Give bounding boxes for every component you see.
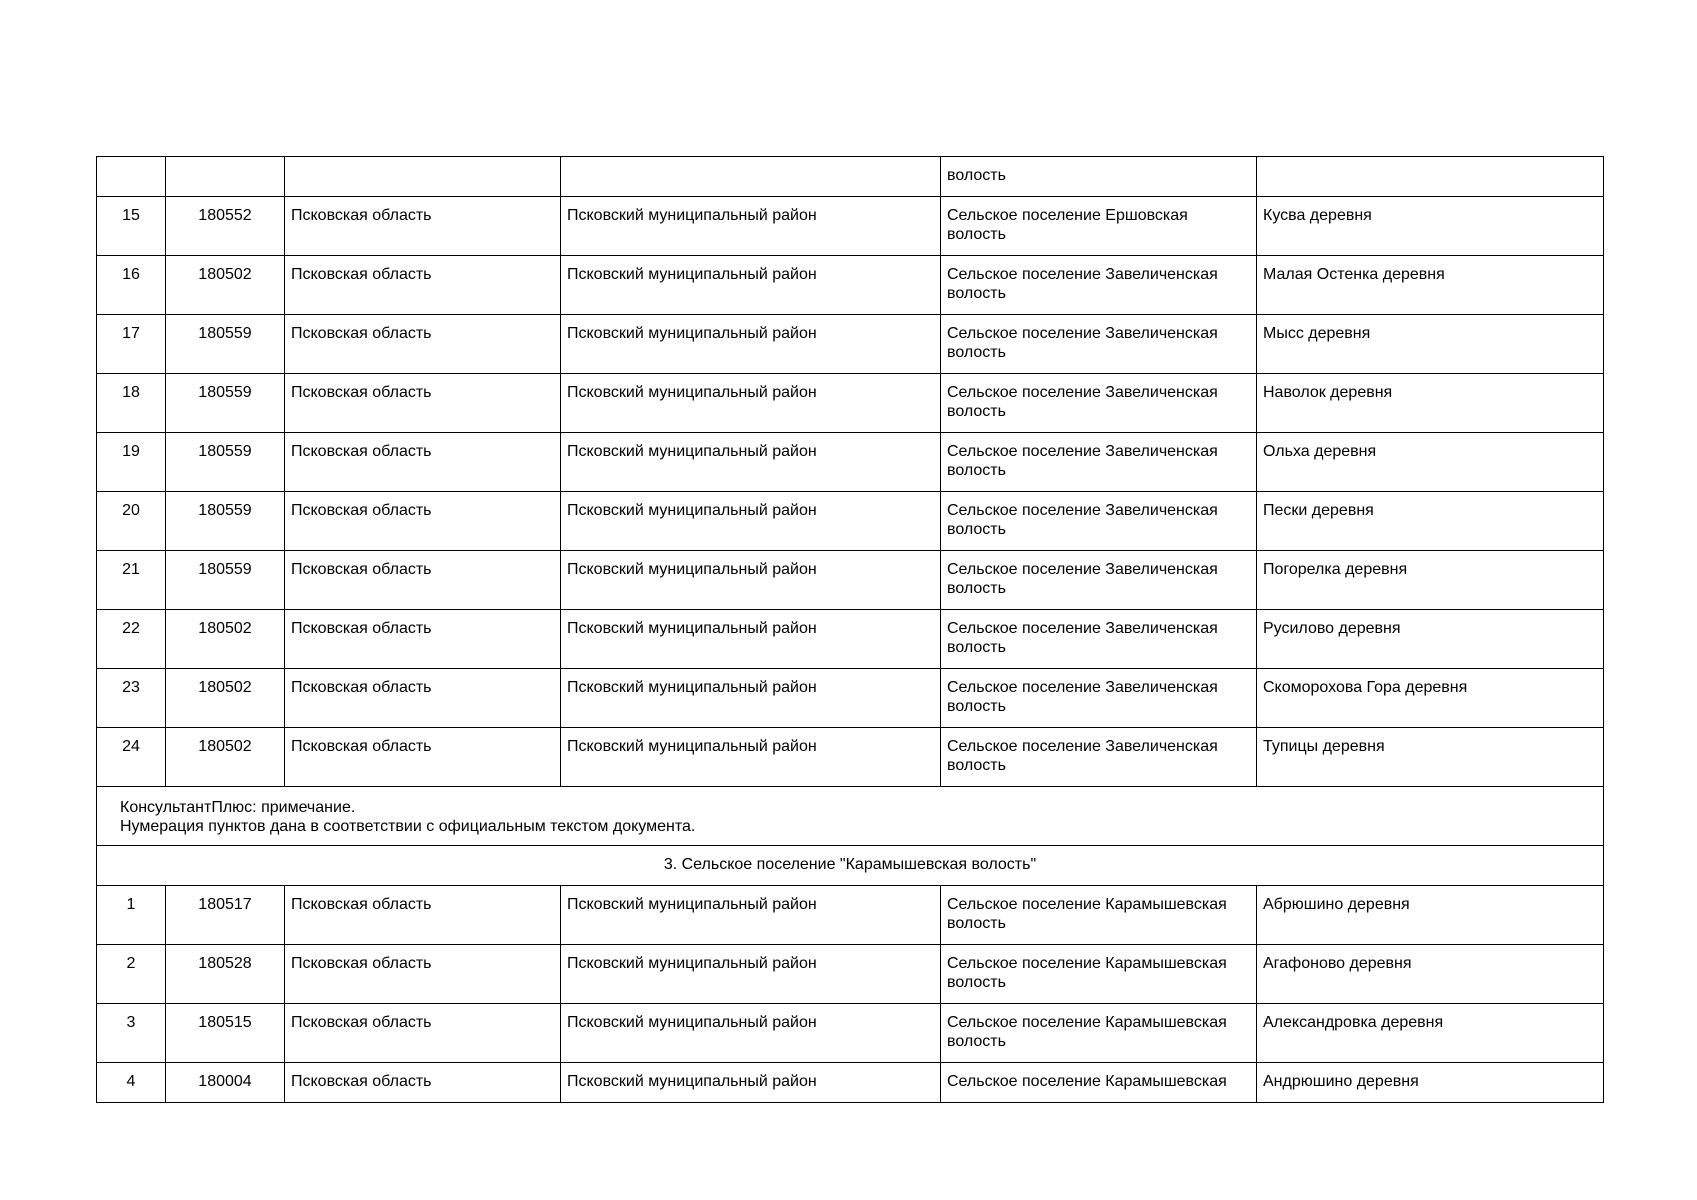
cell-region: Псковская область <box>285 728 561 787</box>
cell-code: 180515 <box>166 1004 285 1063</box>
cell-district: Псковский муниципальный район <box>561 945 941 1004</box>
cell-locality: Агафоново деревня <box>1257 945 1604 1004</box>
table-row <box>97 669 1604 728</box>
cell-district: Псковский муниципальный район <box>561 374 941 433</box>
cell-settlement: Сельское поселение Завеличенская волость <box>941 610 1257 669</box>
cell-locality: Мысс деревня <box>1257 315 1604 374</box>
cell-region: Псковская область <box>285 1063 561 1103</box>
cell-settlement: Сельское поселение Завеличенская волость <box>941 728 1257 787</box>
cell-locality: Андрюшино деревня <box>1257 1063 1604 1103</box>
cell-code <box>166 157 285 197</box>
cell-code: 180559 <box>166 492 285 551</box>
cell-locality: Скоморохова Гора деревня <box>1257 669 1604 728</box>
table-row <box>97 886 1604 945</box>
table-row <box>97 1004 1604 1063</box>
cell-region: Псковская область <box>285 256 561 315</box>
cell-region: Псковская область <box>285 610 561 669</box>
cell-code: 180528 <box>166 945 285 1004</box>
cell-locality: Абрюшино деревня <box>1257 886 1604 945</box>
cell-district: Псковский муниципальный район <box>561 551 941 610</box>
cell-number <box>97 157 166 197</box>
cell-region: Псковская область <box>285 433 561 492</box>
consultant-note-row <box>97 787 1604 846</box>
cell-number: 2 <box>97 945 166 1004</box>
table-row <box>97 945 1604 1004</box>
cell-locality <box>1257 157 1604 197</box>
table-row <box>97 551 1604 610</box>
cell-region: Псковская область <box>285 945 561 1004</box>
table-body <box>97 157 1604 1103</box>
cell-locality: Пески деревня <box>1257 492 1604 551</box>
cell-district: Псковский муниципальный район <box>561 433 941 492</box>
table-row <box>97 433 1604 492</box>
cell-locality: Тупицы деревня <box>1257 728 1604 787</box>
table-row <box>97 610 1604 669</box>
cell-region <box>285 157 561 197</box>
note-title: КонсультантПлюс: примечание. <box>120 799 356 816</box>
cell-code: 180502 <box>166 610 285 669</box>
cell-settlement: Сельское поселение Завеличенская волость <box>941 256 1257 315</box>
cell-code: 180559 <box>166 433 285 492</box>
cell-district: Псковский муниципальный район <box>561 610 941 669</box>
cell-locality: Погорелка деревня <box>1257 551 1604 610</box>
cell-district: Псковский муниципальный район <box>561 492 941 551</box>
cell-code: 180004 <box>166 1063 285 1103</box>
cell-region: Псковская область <box>285 374 561 433</box>
cell-number: 4 <box>97 1063 166 1103</box>
consultant-note <box>97 787 1604 846</box>
cell-locality: Кусва деревня <box>1257 197 1604 256</box>
cell-settlement: Сельское поселение Завеличенская волость <box>941 433 1257 492</box>
cell-locality: Ольха деревня <box>1257 433 1604 492</box>
cell-settlement: Сельское поселение Ершовская волость <box>941 197 1257 256</box>
section-title: 3. Сельское поселение "Карамышевская волость" <box>97 846 1604 886</box>
cell-region: Псковская область <box>285 551 561 610</box>
cell-district: Псковский муниципальный район <box>561 256 941 315</box>
cell-code: 180559 <box>166 551 285 610</box>
cell-region: Псковская область <box>285 492 561 551</box>
cell-code: 180559 <box>166 374 285 433</box>
cell-locality: Русилово деревня <box>1257 610 1604 669</box>
cell-district: Псковский муниципальный район <box>561 728 941 787</box>
cell-code: 180517 <box>166 886 285 945</box>
table-row <box>97 492 1604 551</box>
cell-code: 180502 <box>166 669 285 728</box>
cell-number: 17 <box>97 315 166 374</box>
cell-region: Псковская область <box>285 315 561 374</box>
cell-number: 15 <box>97 197 166 256</box>
table-row <box>97 315 1604 374</box>
cell-settlement: Сельское поселение Карамышевская волость <box>941 1004 1257 1063</box>
document-page <box>96 156 1603 1103</box>
cell-settlement: Сельское поселение Завеличенская волость <box>941 374 1257 433</box>
cell-code: 180559 <box>166 315 285 374</box>
cell-number: 22 <box>97 610 166 669</box>
cell-region: Псковская область <box>285 197 561 256</box>
cell-district: Псковский муниципальный район <box>561 1063 941 1103</box>
cell-locality: Малая Остенка деревня <box>1257 256 1604 315</box>
cell-number: 20 <box>97 492 166 551</box>
table-row <box>97 728 1604 787</box>
table-row <box>97 256 1604 315</box>
cell-code: 180502 <box>166 728 285 787</box>
cell-settlement: волость <box>941 157 1257 197</box>
cell-number: 1 <box>97 886 166 945</box>
cell-locality: Наволок деревня <box>1257 374 1604 433</box>
cell-number: 18 <box>97 374 166 433</box>
cell-number: 19 <box>97 433 166 492</box>
cell-district <box>561 157 941 197</box>
cell-number: 16 <box>97 256 166 315</box>
cell-settlement: Сельское поселение Карамышевская волость <box>941 886 1257 945</box>
cell-settlement: Сельское поселение Завеличенская волость <box>941 315 1257 374</box>
cell-region: Псковская область <box>285 886 561 945</box>
cell-settlement: Сельское поселение Завеличенская волость <box>941 669 1257 728</box>
cell-region: Псковская область <box>285 669 561 728</box>
cell-district: Псковский муниципальный район <box>561 315 941 374</box>
cell-district: Псковский муниципальный район <box>561 197 941 256</box>
cell-number: 21 <box>97 551 166 610</box>
section-header-row <box>97 846 1604 886</box>
cell-locality: Александровка деревня <box>1257 1004 1604 1063</box>
cell-district: Псковский муниципальный район <box>561 669 941 728</box>
cell-settlement: Сельское поселение Завеличенская волость <box>941 551 1257 610</box>
cell-settlement: Сельское поселение Карамышевская <box>941 1063 1257 1103</box>
table-row <box>97 374 1604 433</box>
table-row <box>97 1063 1604 1103</box>
cell-number: 3 <box>97 1004 166 1063</box>
cell-settlement: Сельское поселение Завеличенская волость <box>941 492 1257 551</box>
note-text: Нумерация пунктов дана в соответствии с официальным текстом документа. <box>120 818 696 835</box>
cell-district: Псковский муниципальный район <box>561 886 941 945</box>
cell-code: 180502 <box>166 256 285 315</box>
cell-settlement: Сельское поселение Карамышевская волость <box>941 945 1257 1004</box>
table-row <box>97 197 1604 256</box>
cell-region: Псковская область <box>285 1004 561 1063</box>
settlements-table <box>96 156 1604 1103</box>
cell-number: 23 <box>97 669 166 728</box>
cell-district: Псковский муниципальный район <box>561 1004 941 1063</box>
cell-code: 180552 <box>166 197 285 256</box>
table-row-continuation <box>97 157 1604 197</box>
cell-number: 24 <box>97 728 166 787</box>
